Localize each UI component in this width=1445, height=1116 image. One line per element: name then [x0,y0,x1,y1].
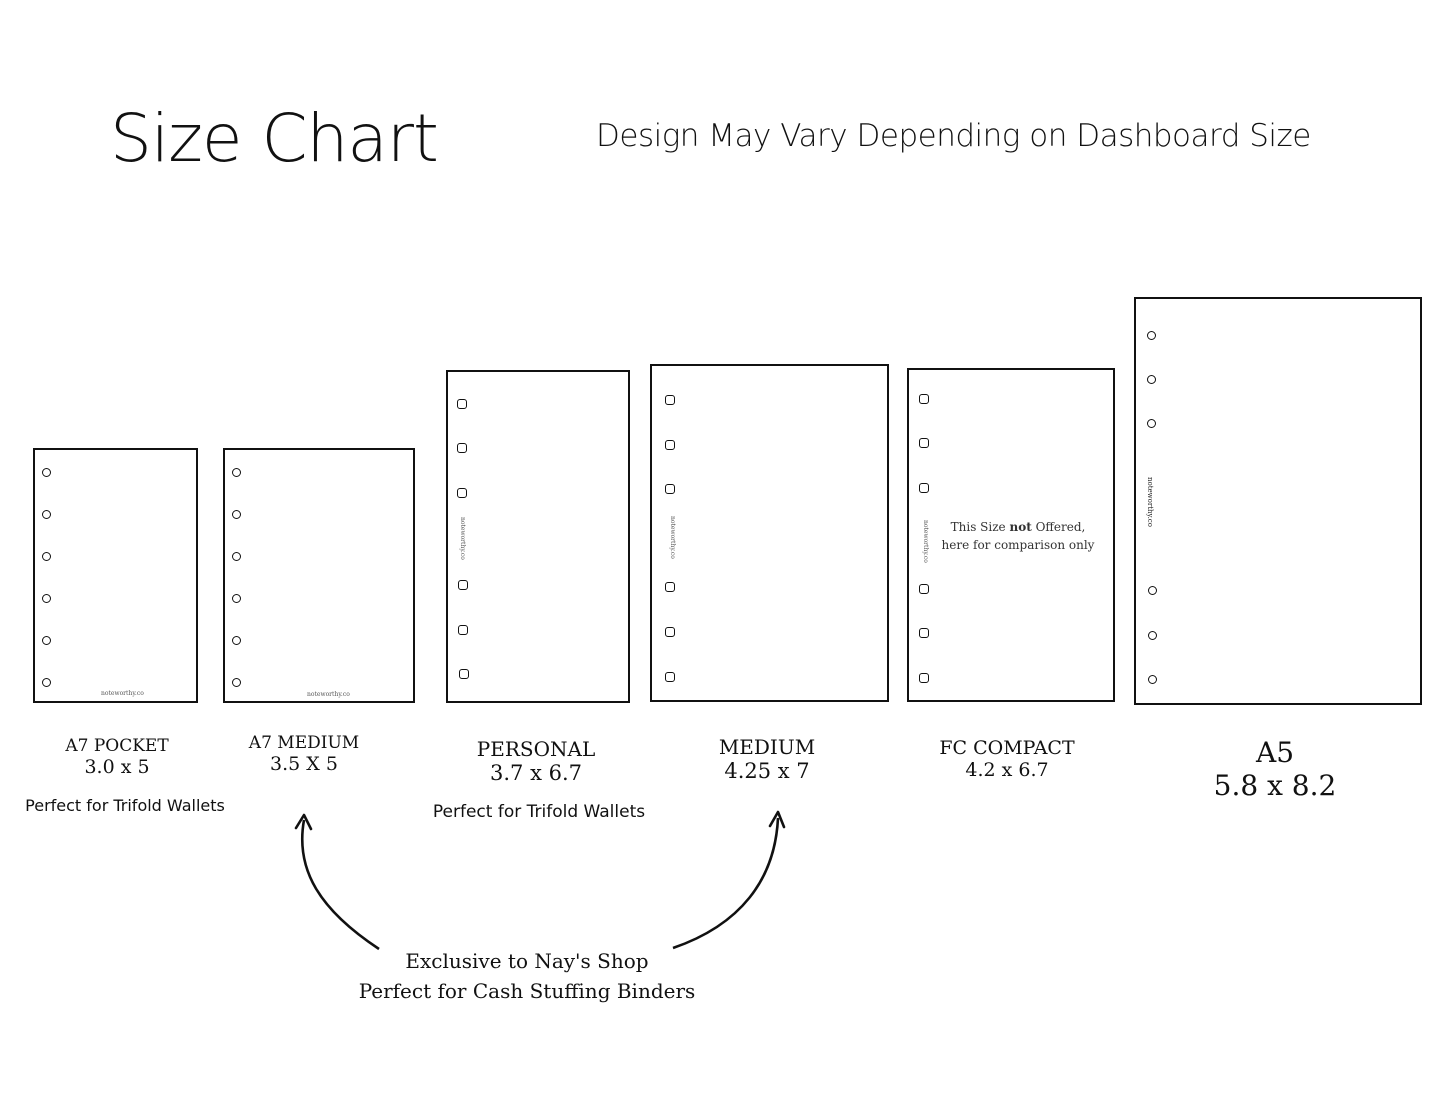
callout-line-1: Exclusive to Nay's Shop [405,949,649,973]
size-name: FC COMPACT [939,737,1075,759]
size-dimensions: 3.5 X 5 [270,753,338,775]
watermark: noteworthy.co [669,516,676,559]
watermark: noteworthy.co [459,517,466,560]
size-name: A7 POCKET [65,736,169,756]
watermark: noteworthy.co [307,691,350,698]
exclusive-callout [359,946,696,1006]
size-dimensions: 4.2 x 6.7 [965,759,1049,781]
arrow-to-a7-medium [302,820,379,949]
arrow-to-medium [673,818,778,948]
page-title: Size Chart [110,100,438,177]
size-dimensions: 5.8 x 8.2 [1213,769,1337,802]
size-dimensions: 4.25 x 7 [724,759,810,783]
size-usage-note: Perfect for Trifold Wallets [432,802,646,822]
size-usage-note: Perfect for Trifold Wallets [25,796,225,815]
size-name: PERSONAL [476,737,596,761]
watermark: noteworthy.co [1146,477,1154,527]
callout-line-2: Perfect for Cash Stuffing Binders [358,979,696,1003]
size-dimensions: 3.7 x 6.7 [490,761,582,785]
size-name: A7 MEDIUM [248,733,360,753]
watermark: noteworthy.co [922,520,929,563]
watermark: noteworthy.co [101,690,144,697]
page-subtitle: Design May Vary Depending on Dashboard Size [596,118,1311,154]
not-offered-note: This Size not Offered, here for comparison only [941,520,1095,552]
size-dimensions: 3.0 x 5 [84,756,150,778]
size-name: A5 [1255,736,1295,769]
size-name: MEDIUM [718,735,816,759]
